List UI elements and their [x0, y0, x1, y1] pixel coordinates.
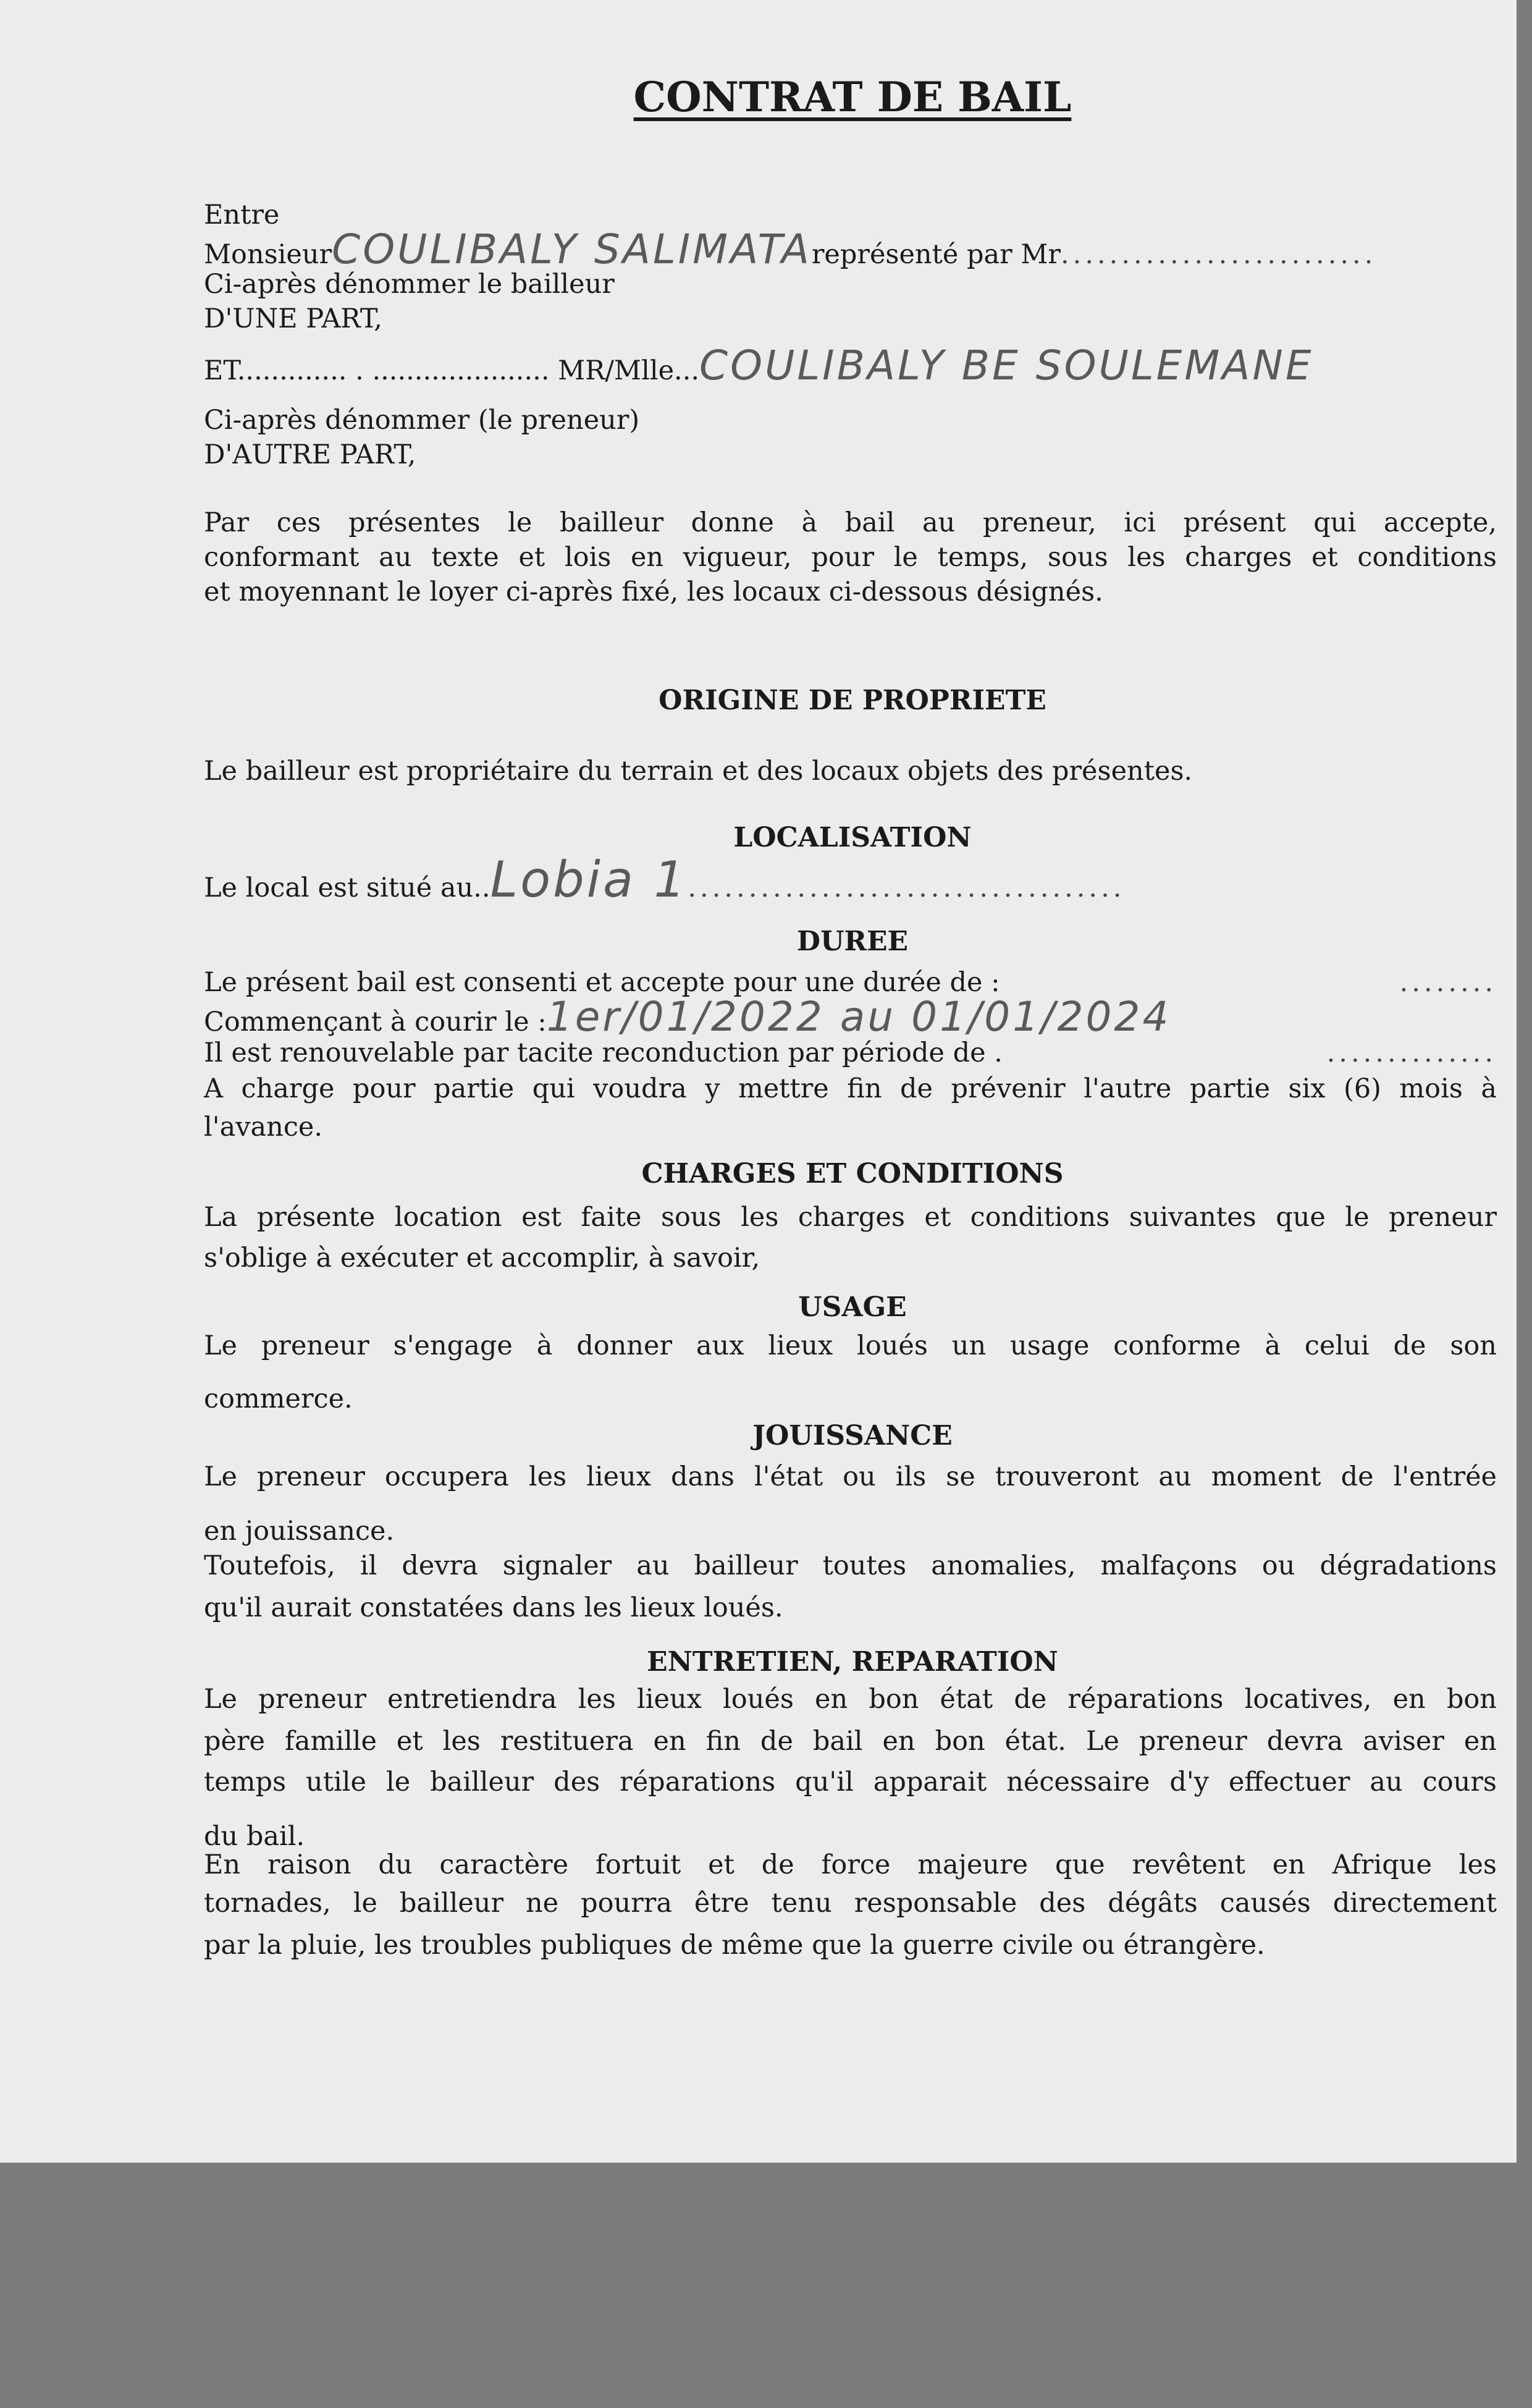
intro-line: conformant au texte et lois en vigueur, pour le temps, sous les charges et conditions: [204, 542, 1497, 573]
origine-text: Le bailleur est propriétaire du terrain et des locaux objets des présentes.: [204, 756, 1193, 787]
duree-text: Le présent bail est consenti et accepte pour une durée de :: [204, 967, 1000, 998]
bailleur-name-handwritten: COULIBALY SALIMATA: [332, 226, 812, 273]
start-date-line: [204, 993, 1497, 1041]
renouvelable-line: [204, 1036, 1497, 1070]
represente-dots: ..........................: [1060, 239, 1377, 270]
entretien-line: En raison du caractère fortuit et de force majeure que revêtent en Afrique les: [204, 1849, 1497, 1880]
localisation-line: [204, 851, 1497, 908]
dates-handwritten: 1er/01/2022 au 01/01/2024: [546, 993, 1171, 1041]
preneur-name-handwritten: COULIBALY BE SOULEMANE: [699, 342, 1314, 389]
jouissance-line: Le preneur occupera les lieux dans l'état ou ils se trouveront au moment de l'entrée: [204, 1461, 1497, 1492]
entretien-line: du bail.: [204, 1821, 305, 1852]
une-part: D'UNE PART,: [204, 303, 382, 334]
entretien-line: temps utile le bailleur des réparations qu'il apparait nécessaire d'y effectuer au cours: [204, 1767, 1497, 1798]
usage-line: Le preneur s'engage à donner aux lieux loués un usage conforme à celui de son: [204, 1330, 1497, 1361]
renouvelable-dots: ..............: [1326, 1037, 1497, 1068]
localisation-heading: LOCALISATION: [733, 822, 972, 853]
intro-line: Par ces présentes le bailleur donne à bail au preneur, ici présent qui accepte,: [204, 507, 1497, 538]
renouvelable-text: Il est renouvelable par tacite reconduction par période de .: [204, 1037, 1003, 1068]
entretien-line: père famille et les restituera en fin de bail en bon état. Le preneur devra aviser en: [204, 1726, 1497, 1757]
duree-dots: ........: [1399, 967, 1497, 998]
jouissance-line: Toutefois, il devra signaler au bailleur toutes anomalies, malfaçons ou dégradations: [204, 1550, 1497, 1581]
preneur-line: [204, 342, 1497, 389]
autre-part: D'AUTRE PART,: [204, 439, 416, 470]
localisation-dots: ....................................: [688, 872, 1126, 903]
usage-heading: USAGE: [798, 1291, 907, 1323]
intro-line: et moyennant le loyer ci-après fixé, les locaux ci-dessous désignés.: [204, 577, 1103, 607]
start-label: Commençant à courir le :: [204, 1007, 547, 1037]
represente-label: représenté par Mr: [811, 239, 1061, 270]
duree-heading: DUREE: [796, 926, 909, 957]
ci-apres-bailleur: Ci-après dénommer le bailleur: [204, 269, 615, 300]
jouissance-line: en jouissance.: [204, 1516, 395, 1547]
entretien-heading: ENTRETIEN, REPARATION: [647, 1646, 1058, 1678]
entretien-line: Le preneur entretiendra les lieux loués en bon état de réparations locatives, en bon: [204, 1684, 1497, 1715]
jouissance-line: qu'il aurait constatées dans les lieux loués.: [204, 1592, 783, 1623]
charges-heading: CHARGES ET CONDITIONS: [641, 1158, 1064, 1189]
document-title: CONTRAT DE BAIL: [633, 73, 1072, 121]
ci-apres-preneur: Ci-après dénommer (le preneur): [204, 405, 640, 436]
charges-line: La présente location est faite sous les charges et conditions suivantes que le preneur: [204, 1202, 1497, 1233]
monsieur-label: Monsieur: [204, 239, 332, 270]
duree-text: A charge pour partie qui voudra y mettre fin de prévenir l'autre partie six (6) mois à: [204, 1073, 1497, 1104]
bailleur-line: [204, 226, 1497, 273]
et-label: ET............. . ..................... MR/Mlle...: [204, 355, 700, 386]
entre-label: Entre: [204, 200, 280, 230]
entretien-line: par la pluie, les troubles publiques de même que la guerre civile ou étrangère.: [204, 1930, 1265, 1961]
duree-text: l'avance.: [204, 1112, 323, 1143]
entretien-line: tornades, le bailleur ne pourra être tenu responsable des dégâts causés directement: [204, 1888, 1497, 1919]
charges-line: s'oblige à exécuter et accomplir, à savoir,: [204, 1243, 760, 1274]
origine-heading: ORIGINE DE PROPRIETE: [659, 685, 1046, 716]
localisation-label: Le local est situé au..: [204, 872, 490, 903]
localisation-handwritten: Lobia 1: [490, 851, 688, 908]
jouissance-heading: JOUISSANCE: [752, 1420, 953, 1451]
usage-line: commerce.: [204, 1384, 353, 1414]
